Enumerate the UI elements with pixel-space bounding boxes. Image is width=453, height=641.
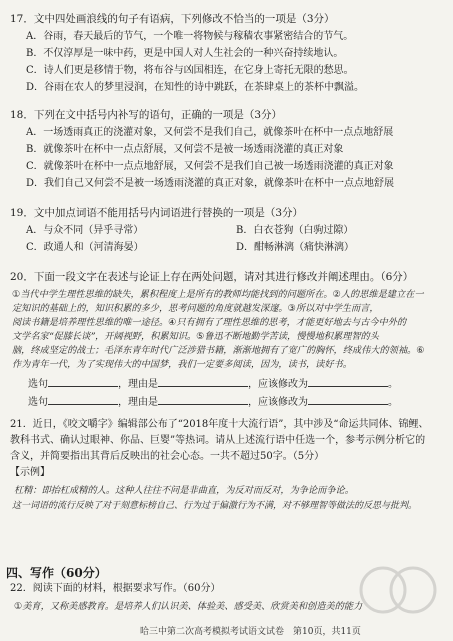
q20-line-3: 阅读书籍是培养理性思维的唯一途径。④只有拥有了理性思维的思考，才能更好地去与古今中外的 <box>12 317 407 328</box>
q20-answer-row-2: 选句 ，理由是 ，应该修改为 。 <box>28 394 398 409</box>
q21-stem-3: 含义，并简要指出其背后反映出的社会心态。一共不超过50字。（5分） <box>10 451 325 462</box>
section-writing-heading: 四、写作（60分） <box>6 566 107 580</box>
q22-material-line-1: ①美育，又称美感教育。是培养人们认识美、体验美、感受美、欣赏美和创造美的能力 <box>14 601 363 612</box>
answer-blank[interactable] <box>48 394 118 405</box>
q19-stem: 19．文中加点词语不能用括号内词语进行替换的一项是（3分） <box>10 207 304 219</box>
q21-example-line-1: 杠精：即抬杠成精的人。这种人往往不问是非曲直，为反对而反对，为争论而争论。 <box>14 485 354 496</box>
q18-option-d: D．我们自己又何尝不是被一场透雨浇灌的真正对象，就像茶叶在杯中一点点地舒展 <box>26 178 395 189</box>
q21-example-line-2: 这一词语的流行反映了对于刻意标榜自己、行为过于偏激行为不满，对不够理智等做法的反思与批判。 <box>12 501 418 511</box>
q19-option-d: D．酣畅淋漓（痛快淋漓） <box>236 242 355 253</box>
answer-blank[interactable] <box>158 376 248 387</box>
answer-blank[interactable] <box>158 394 248 405</box>
q17-option-a: A．谷雨，春天最后的节气，一个唯一将物候与稼穑农事紧密结合的节气。 <box>26 31 354 42</box>
q20-line-2: 定知识的基础上的，知识积累的多少，思考问题的角度就越发深邃。③所以对中学生而言， <box>12 303 379 314</box>
q22-stem: 22．阅读下面的材料，根据要求写作。（60分） <box>10 583 221 594</box>
answer-blank[interactable] <box>48 376 118 387</box>
q17-option-d: D．谷雨在农人的梦里浸润，在知性的诗中跳跃，在茶肆桌上的茶杯中飘溢。 <box>26 82 365 93</box>
q19-option-b: B．白衣苍狗（白驹过隙） <box>236 225 354 236</box>
page-footer: 哈三中第二次高考模拟考试语文试卷 第10页，共11页 <box>140 627 361 637</box>
q17-stem: 17．文中四处画浪线的句子有语病，下列修改不恰当的一项是（3分） <box>10 13 335 25</box>
q18-option-a: A．一场透雨真正的浇灌对象，又何尝不是我们自己，就像茶叶在杯中一点点地舒展 <box>26 127 394 138</box>
q21-stem-2: 教科书式、确认过眼神、你品、巨婴”等热词。请从上述流行语中任选一个，参考示例分析它的 <box>10 435 426 446</box>
q17-option-b: B．不仅淳厚是一味中药，更是中国人对人生社会的一种兴奋持续地认。 <box>26 48 344 59</box>
answer-blank[interactable] <box>308 394 388 405</box>
watermark-icon <box>353 560 443 620</box>
q19-option-a: A．与众不同（异乎寻常） <box>26 225 144 236</box>
q21-example-label: 【示例】 <box>10 467 50 478</box>
q18-stem: 18．下列在文中括号内补写的语句，正确的一项是（3分） <box>10 109 283 121</box>
q20-line-6: 作为青年一代，为了实现伟大的中国梦，我们一定要多阅读，因为，读书，读好书。 <box>12 359 352 370</box>
q21-stem-1: 21．近日，《咬文嚼字》编辑部公布了“2018年度十大流行语”，其中涉及“命运共同体、锦鲤、 <box>10 419 429 430</box>
q20-stem: 20．下面一段文字在表述与论证上存在两处问题，请对其进行修改并阐述理由。（6分） <box>10 271 414 283</box>
q18-option-b: B．就像茶叶在杯中一点点舒展，又何尝不是被一场透雨浇灌的真正对象 <box>26 144 344 155</box>
q19-option-c: C．政通人和（河清海晏） <box>26 242 144 253</box>
q20-answer-row-1: 选句 ，理由是 ，应该修改为 。 <box>28 376 398 391</box>
answer-blank[interactable] <box>308 376 388 387</box>
q20-line-4: 文学名家“促膝长谈”，开阔视野，积累知识。⑤鲁迅不断地勤学苦读，慢慢地积累理智的头 <box>12 331 379 342</box>
q20-line-5: 脑，终成坚定的战士；毛泽东青年时代广泛涉猎书籍，渐渐地拥有了宽广的胸怀，终成伟大的领袖。⑥ <box>12 345 425 356</box>
q18-option-c: C．就像茶叶在杯中一点点地舒展，又何尝不是我们自己被一场透雨浇灌的真正对象 <box>26 161 394 172</box>
q17-option-c: C．诗人们更是移情于物，将布谷与凶国相连，在它身上寄托无限的愁思。 <box>26 65 354 76</box>
q20-line-1: ①当代中学生理性思维的缺失，累积程度上是所有的教师均能找到的问题所在。②人的思维是建立在一 <box>12 289 424 300</box>
